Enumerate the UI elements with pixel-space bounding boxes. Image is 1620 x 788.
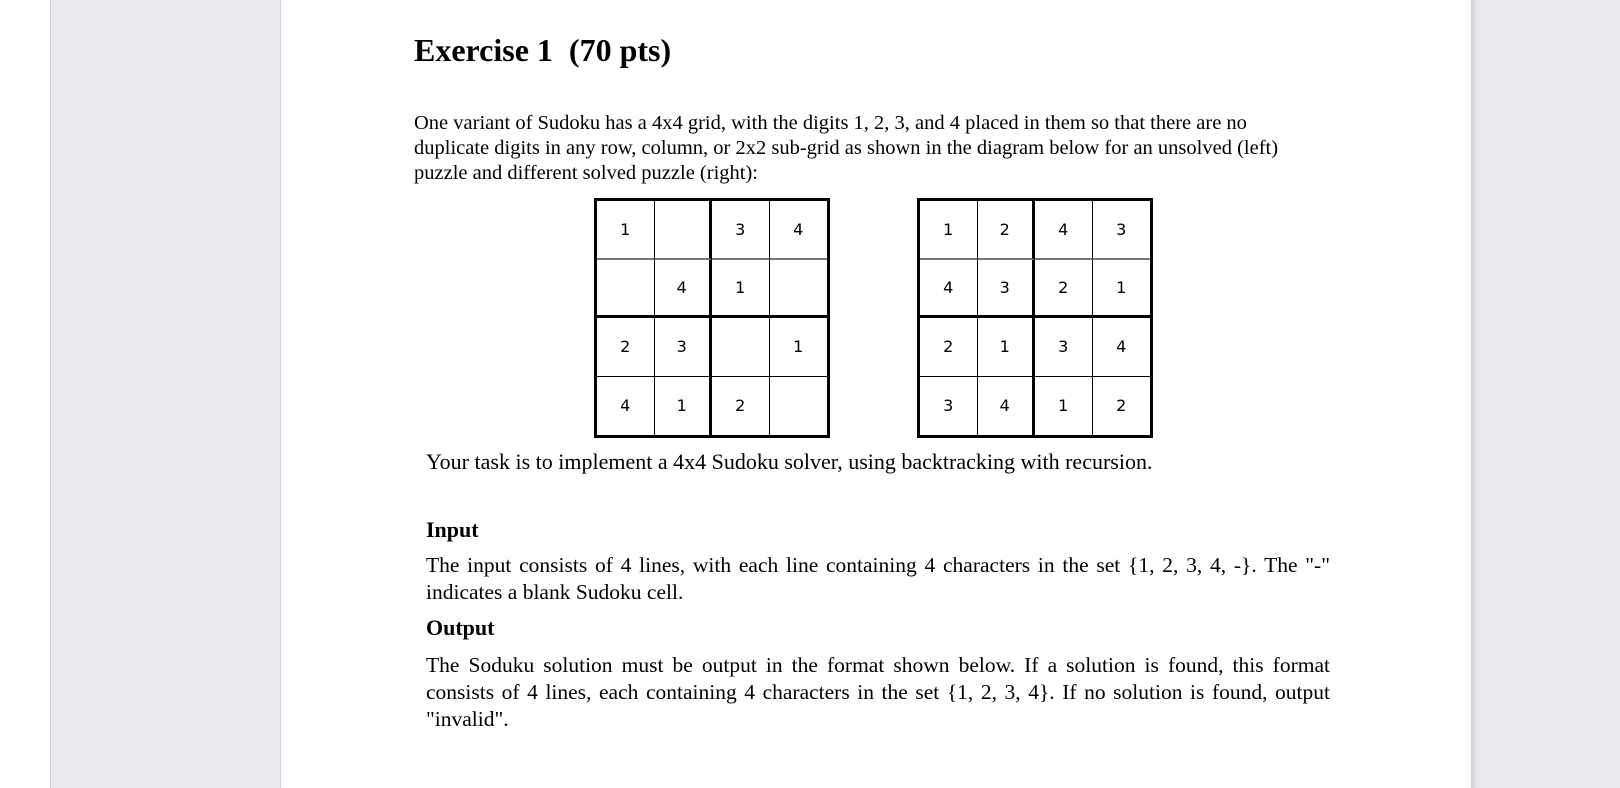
window-left-margin xyxy=(0,0,50,788)
intro-paragraph: One variant of Sudoku has a 4x4 grid, with the digits 1, 2, 3, and 4 placed in them so that there are no duplicate digits in any row, column, or 2x2 sub-grid as shown in the diagram below for an unsolved (left) puzzle and different solved puzzle (right): xyxy=(414,112,1279,184)
sudoku-cell: 4 xyxy=(978,377,1036,436)
sudoku-cell: 3 xyxy=(655,318,713,377)
sudoku-cell: 2 xyxy=(1116,396,1127,416)
input-description: The input consists of 4 lines, with each line containing 4 characters in the set {1, 2, 3, 4, -}. The "-" indicates a blank Sudoku cell. xyxy=(426,553,1330,604)
sudoku-cell: 4 xyxy=(1035,201,1093,260)
sudoku-cell xyxy=(770,377,828,436)
sudoku-cell xyxy=(597,260,655,319)
sudoku-cell: 4 xyxy=(770,201,828,260)
viewer-left-gutter xyxy=(50,0,280,788)
solved-sudoku-grid xyxy=(917,198,1153,438)
sudoku-cell: 3 xyxy=(978,260,1036,319)
sudoku-cell: 1 xyxy=(1035,377,1093,436)
sudoku-cell: 1 xyxy=(597,201,655,260)
sudoku-cell: 4 xyxy=(920,260,978,319)
sudoku-cell: 4 xyxy=(1093,318,1151,377)
sudoku-cell: 3 xyxy=(1093,201,1151,260)
sudoku-cell: 2 xyxy=(597,318,655,377)
sudoku-cell: 1 xyxy=(920,201,978,260)
sudoku-cell: 3 xyxy=(920,377,978,436)
task-statement: Your task is to implement a 4x4 Sudoku solver, using backtracking with recursion. xyxy=(426,449,1153,474)
sudoku-cell: 2 xyxy=(920,318,978,377)
output-heading: Output xyxy=(426,615,495,640)
exercise-title: Exercise 1 (70 pts) xyxy=(414,32,672,68)
unsolved-sudoku-grid xyxy=(594,198,830,438)
sudoku-cell: 1 xyxy=(712,260,770,319)
viewer-right-gutter xyxy=(1472,0,1620,788)
sudoku-cell: 1 xyxy=(770,318,828,377)
sudoku-cell: 4 xyxy=(655,260,713,319)
sudoku-cell: 3 xyxy=(1035,318,1093,377)
sudoku-cell: 1 xyxy=(1093,260,1151,319)
sudoku-cell xyxy=(770,260,828,319)
sudoku-cell xyxy=(712,318,770,377)
input-heading: Input xyxy=(426,517,479,542)
output-description: The Soduku solution must be output in the format shown below. If a solution is found, this format consists of 4 lines, each containing 4 characters in the set {1, 2, 3, 4}. If no solution is found, output "invalid". xyxy=(426,653,1330,731)
sudoku-cell: 2 xyxy=(712,377,770,436)
sudoku-cell: 1 xyxy=(978,318,1036,377)
sudoku-cell xyxy=(655,201,713,260)
sudoku-cell: 4 xyxy=(597,377,655,436)
sudoku-cell: 3 xyxy=(712,201,770,260)
sudoku-cell: 1 xyxy=(655,377,713,436)
sudoku-cell: 2 xyxy=(978,201,1036,260)
sudoku-cell: 2 xyxy=(1035,260,1093,319)
